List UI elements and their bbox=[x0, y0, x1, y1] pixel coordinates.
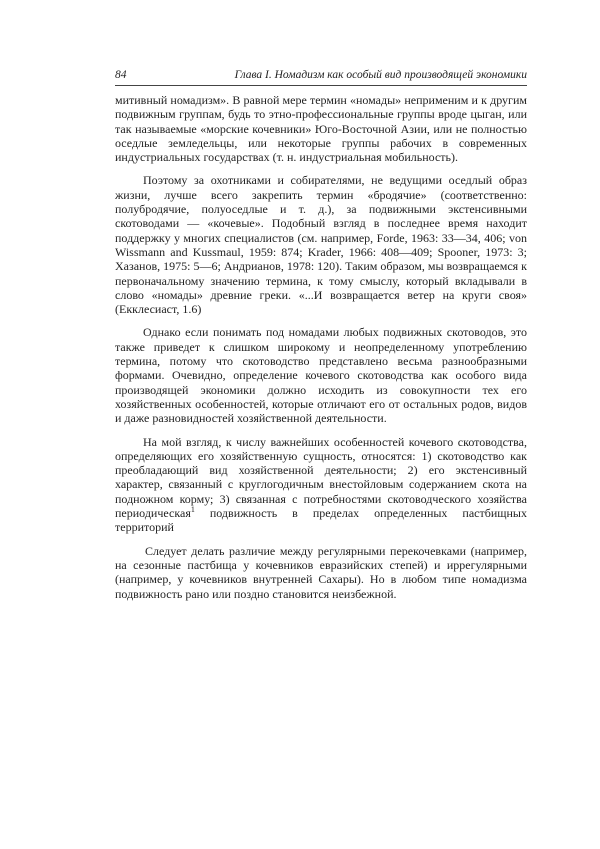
running-header bbox=[115, 68, 527, 86]
paragraph-3: Однако если понимать под номадами любых подвижных скотоводов, это также приведет к слишком широкому и неопределенному употреблению термина, потому что скотоводство представлено весьма разнообразными формами. Очевидно, определение кочевого скотоводства как особого вида производящей экономики должно исходить из совокупности тех его хозяйственных особенностей, которые отличают его от остальных родов, видов и даже разновидностей хозяйственной деятельности. bbox=[115, 325, 527, 426]
chapter-title: Глава I. Номадизм как особый вид производящей экономики bbox=[234, 69, 527, 81]
paragraph-4-text: На мой взгляд, к числу важнейших особенностей кочевого скотоводства, определяющих его хозяйственную сущность, относятся: 1) скотоводство как преобладающий вид хозяйственной деятельности; 2) его экстенсивный характер, связанный с круглогодичным внестойловым содержанием скота на подножном корму; 3) связанная с потребностями скотоводческого хозяйства периодическая bbox=[115, 434, 527, 521]
paragraph-1: митивный номадизм». В равной мере термин «номады» неприменим и к другим подвижным группам, будь то этно-профессиональные группы вроде цыган, или так называемые «морские кочевники» Юго-Восточной Азии, или не полностью оседлые земледельцы, или некоторые группы рабочих в современных индустриальных государствах (т. н. индустриальная мобильность). bbox=[115, 93, 527, 165]
paragraph-4-text-end: подвижность в пределах определенных пастбищных территорий bbox=[115, 506, 527, 535]
paragraph-2: Поэтому за охотниками и собирателями, не ведущими оседлый образ жизни, лучше всего закрепить термин «бродячие» (соответственно: полубродячие, полуоседлые и т. д.), за подвижными экстенсивными скотоводами — «кочевые». Подобный взгляд в последнее время находит поддержку у многих специалистов (см. например, Forde, 1963: 33—34, 406; von Wissmann and Kussmaul, 1959: 874; Krader, 1966: 408—409; Spooner, 1973: 3; Хазанов, 1975: 5—6; Андрианов, 1978: 120). Таким образом, мы возвращаемся к первоначальному значению термина, к тому смыслу, который вкладывали в слово «номады» древние греки. «...И возвращается ветер на круги своя» (Екклесиаст, 1.6) bbox=[115, 173, 527, 317]
page-number: 84 bbox=[115, 69, 127, 81]
paragraph-5: Следует делать различие между регулярными перекочевками (например, на сезонные пастбища у кочевников евразийских степей) и иррегулярными (например, у кочевников внутренней Сахары). Но в любом типе номадизма подвижность рано или поздно становится неизбежной. bbox=[115, 543, 527, 601]
book-page bbox=[115, 68, 527, 610]
footnote-ref: 1 bbox=[190, 505, 195, 515]
body-text bbox=[115, 93, 527, 601]
paragraph-4 bbox=[115, 435, 527, 535]
